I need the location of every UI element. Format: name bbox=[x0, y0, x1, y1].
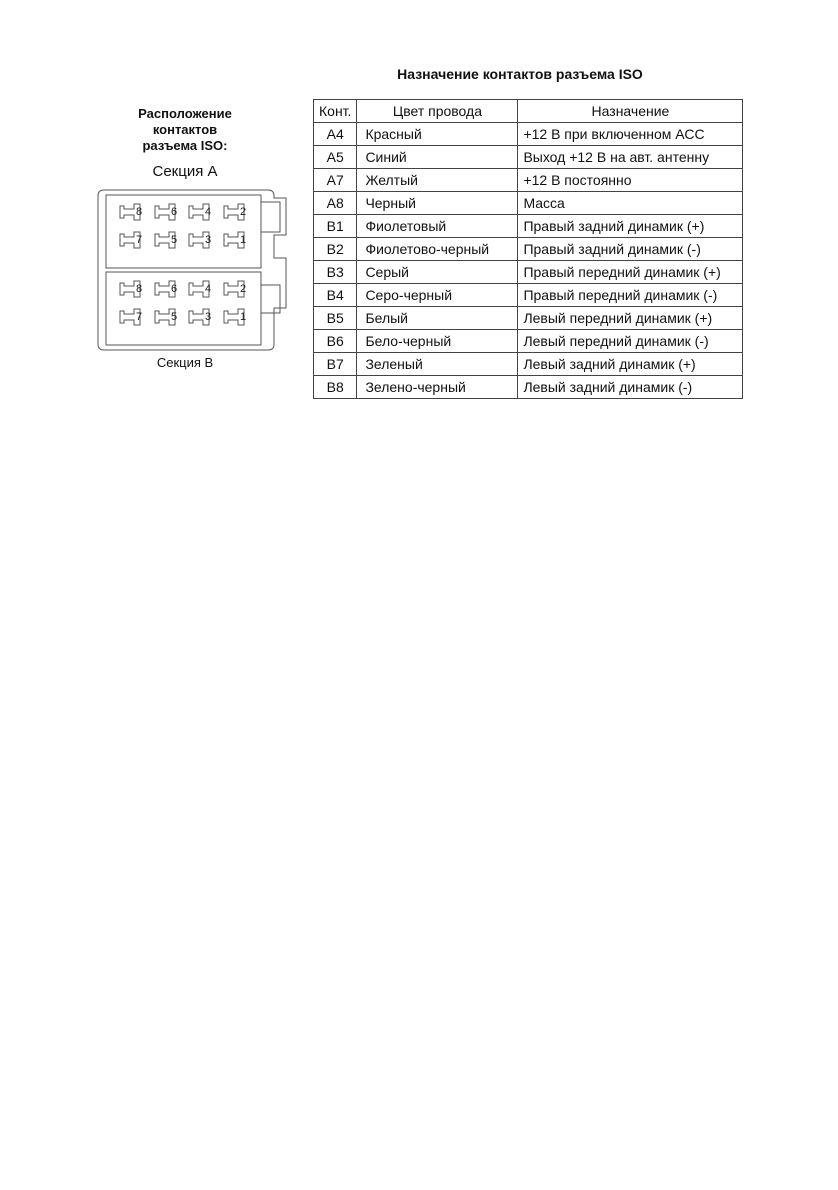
pin-assignment-table bbox=[313, 99, 743, 399]
cell-color: Фиолетовый bbox=[357, 215, 518, 238]
table-row bbox=[314, 330, 743, 353]
table-row bbox=[314, 238, 743, 261]
cell-color: Зелено-черный bbox=[357, 376, 518, 399]
section-a-latch bbox=[261, 202, 280, 232]
cell-contact: A8 bbox=[314, 192, 357, 215]
connector-pin bbox=[189, 309, 211, 325]
header-color: Цвет провода bbox=[357, 100, 518, 123]
connector-pin bbox=[120, 309, 142, 325]
cell-contact: B4 bbox=[314, 284, 357, 307]
header-purpose: Назначение bbox=[518, 100, 743, 123]
pin-number: 3 bbox=[205, 311, 212, 323]
connector-pin bbox=[224, 204, 246, 220]
section-b-latch bbox=[261, 285, 280, 313]
connector-pin bbox=[189, 281, 211, 297]
cell-purpose: Левый задний динамик (+) bbox=[518, 353, 743, 376]
cell-contact: B1 bbox=[314, 215, 357, 238]
cell-contact: A4 bbox=[314, 123, 357, 146]
connector-pin bbox=[155, 232, 177, 248]
table-header-row bbox=[314, 100, 743, 123]
cell-color: Фиолетово-черный bbox=[357, 238, 518, 261]
table-row bbox=[314, 376, 743, 399]
cell-purpose: Левый задний динамик (-) bbox=[518, 376, 743, 399]
cell-purpose: +12 В постоянно bbox=[518, 169, 743, 192]
table-row bbox=[314, 307, 743, 330]
table-row bbox=[314, 169, 743, 192]
cell-contact: B6 bbox=[314, 330, 357, 353]
table-row bbox=[314, 261, 743, 284]
pin-number: 8 bbox=[136, 206, 143, 218]
table-row bbox=[314, 192, 743, 215]
pin-number: 8 bbox=[136, 283, 143, 295]
cell-color: Серый bbox=[357, 261, 518, 284]
connector-pin bbox=[189, 232, 211, 248]
cell-contact: A7 bbox=[314, 169, 357, 192]
header-contact: Конт. bbox=[314, 100, 357, 123]
cell-contact: B7 bbox=[314, 353, 357, 376]
table-row bbox=[314, 146, 743, 169]
cell-contact: B5 bbox=[314, 307, 357, 330]
pin-number: 7 bbox=[136, 234, 143, 246]
cell-purpose: Правый задний динамик (-) bbox=[518, 238, 743, 261]
cell-purpose: +12 В при включенном АСС bbox=[518, 123, 743, 146]
cell-purpose: Правый передний динамик (-) bbox=[518, 284, 743, 307]
table-row bbox=[314, 215, 743, 238]
cell-color: Серо-черный bbox=[357, 284, 518, 307]
connector-pin bbox=[120, 281, 142, 297]
pin-number: 1 bbox=[240, 234, 247, 246]
section-a-label: Секция А bbox=[152, 163, 218, 180]
cell-color: Белый bbox=[357, 307, 518, 330]
connector-title bbox=[110, 106, 260, 154]
connector-housing bbox=[98, 190, 286, 350]
pin-number: 4 bbox=[205, 206, 212, 218]
connector-pin bbox=[155, 204, 177, 220]
cell-purpose: Левый передний динамик (-) bbox=[518, 330, 743, 353]
connector-pin bbox=[155, 281, 177, 297]
table-row bbox=[314, 284, 743, 307]
iso-connector-diagram bbox=[96, 188, 296, 354]
cell-contact: B2 bbox=[314, 238, 357, 261]
pin-number: 1 bbox=[240, 311, 247, 323]
cell-purpose: Правый передний динамик (+) bbox=[518, 261, 743, 284]
cell-color: Синий bbox=[357, 146, 518, 169]
connector-pin bbox=[155, 309, 177, 325]
connector-pin bbox=[120, 232, 142, 248]
pin-number: 6 bbox=[171, 283, 178, 295]
pin-number: 2 bbox=[240, 206, 247, 218]
pin-number: 6 bbox=[171, 206, 178, 218]
pin-number: 5 bbox=[171, 311, 178, 323]
connector-pin bbox=[224, 309, 246, 325]
cell-purpose: Правый задний динамик (+) bbox=[518, 215, 743, 238]
table-row bbox=[314, 123, 743, 146]
connector-title-line: Расположение bbox=[138, 106, 232, 121]
cell-contact: B3 bbox=[314, 261, 357, 284]
pin-number: 7 bbox=[136, 311, 143, 323]
cell-purpose: Выход +12 В на авт. антенну bbox=[518, 146, 743, 169]
cell-color: Черный bbox=[357, 192, 518, 215]
connector-pin bbox=[224, 232, 246, 248]
cell-color: Зеленый bbox=[357, 353, 518, 376]
cell-purpose: Левый передний динамик (+) bbox=[518, 307, 743, 330]
connector-title-line: контактов bbox=[152, 122, 218, 137]
connector-title-line: разъема ISO: bbox=[142, 138, 228, 153]
connector-pin bbox=[224, 281, 246, 297]
cell-purpose: Масса bbox=[518, 192, 743, 215]
table-title: Назначение контактов разъема ISO bbox=[397, 66, 643, 82]
connector-pin bbox=[120, 204, 142, 220]
pin-number: 3 bbox=[205, 234, 212, 246]
pin-number: 4 bbox=[205, 283, 212, 295]
cell-contact: A5 bbox=[314, 146, 357, 169]
pin-number: 2 bbox=[240, 283, 247, 295]
cell-contact: B8 bbox=[314, 376, 357, 399]
cell-color: Красный bbox=[357, 123, 518, 146]
cell-color: Бело-черный bbox=[357, 330, 518, 353]
table-row bbox=[314, 353, 743, 376]
connector-pin bbox=[189, 204, 211, 220]
cell-color: Желтый bbox=[357, 169, 518, 192]
section-b-label: Секция В bbox=[156, 355, 214, 370]
pin-number: 5 bbox=[171, 234, 178, 246]
